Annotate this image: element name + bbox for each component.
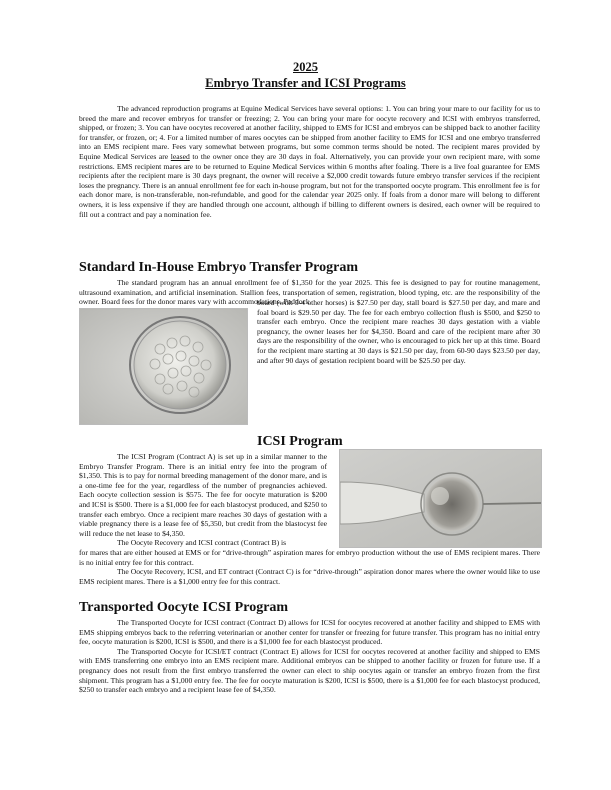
transported-program-heading: Transported Oocyte ICSI Program <box>79 600 289 615</box>
icsi-photo <box>339 449 542 548</box>
icsi-contract-a-text: The ICSI Program (Contract A) is set up in a similar manner to the Embryo Transfer Program. There is an initial entry fee into the program of $1,350. This is to pay for normal breeding management of the donor mare, and is a one-time fee for the year, regardless of the number of pregnancies achieved. Each oocyte collection session is $575. The fee for oocyte maturation is $200 and ICSI is $500. There is a $1,000 fee for each blastocyst produced, and $250 to transfer each embryo. Once a recipient mare reaches 30 days of gestation with a viable pregnancy there is a lease fee of $5,350, but credit from the blastocyst fee will reduce the net lease to $4,350. The Oocyte Recovery and ICSI contract (Contract B) is <box>79 452 327 548</box>
icsi-contracts-b-c-text: for mares that are either housed at EMS or for “drive-through” aspiration mares for embryo production without the use of EMS recipient mares. There is no initial entry fee for this contract. The Oocyte Recovery, ICSI, and ET contract (Contract C) is for “drive-through” aspiration donor mares where the owner would like to use EMS recipient mares. There is a $1,000 entry fee for this contract. <box>79 548 540 586</box>
document-year: 2025 <box>293 60 318 74</box>
transported-program-text: The Transported Oocyte for ICSI contract (Contract D) allows for ICSI for oocytes recovered at another facility and shipped to EMS with EMS shipping embryos back to the referring veterinarian or another center for transfer or freezing for future transfer. This program has no initial entry fee, oocyte maturation is $200, ICSI is $500, and there is a $1,000 fee for each blastocyst produced. The Transported Oocyte for ICSI/ET contract (Contract E) allows for ICSI for oocytes recovered at another facility and shipped to EMS with EMS transferring one embryo into an EMS recipient mare. Additional embryos can be shipped to another facility or frozen for future use. If a pregnancy does not result from the first embryo transferred the owner can elect to ship oocytes again or transfer an embryo frozen from the first shipment. This program has a $1,000 entry fee. The fee for oocyte maturation is $200, ICSI is $500, there is a $1,000 fee for each blastocyst produced, $250 to transfer each embryo and a recipient lease fee of $4,350. <box>79 618 540 695</box>
standard-program-heading: Standard In-House Embryo Transfer Program <box>79 260 358 275</box>
intro-paragraph: The advanced reproduction programs at Equine Medical Services have several options: 1. You can bring your mare to our facility for us to breed the mare and recover embryos for transfer or freezing; 2. You can bring your mare for oocyte recovery and ICSI with embryos transferred, shipped, or frozen; 3. You can have oocytes recovered at another facility, shipped to EMS for ICSI and embryos can be shipped back to another facility for transfer, or frozen, or; 4. For a limited number of mares oocytes can be shipped from another facility to EMS for ICSI and one embryo transferred into an EMS recipient mare. Fees vary somewhat between programs, but some common terms should be noted. The recipient mares provided by Equine Medical Services are leased to the owner once they are 30 days in foal. Alternatively, you can provide your own recipient mare, with some restrictions. EMS recipient mares are to be returned to Equine Medical Services within 6 months after foaling. There is a live foal guarantee for EMS recipients after the recipient mare is 30 days pregnant, the owner will receive a $2,000 credit towards future embryo transfer services if the recipient loses the pregnancy. There is an annual enrollment fee for each in-house program, but not for the transported oocyte program. This enrollment fee is for each donor mare, is non-transferable, non-refundable, and good for the calendar year 2025 only. If foals from a donor mare will belong to different owners, it is less expensive if they are handled through one account, although if billing to different owners is desired, each owner will be required to fill out a contract and pay a nomination fee. <box>79 104 540 219</box>
standard-program-wrapped-text: board (with 3-4 other horses) is $27.50 per day, stall board is $27.50 per day, and mare and foal board is $29.50 per day. The fee for each embryo collection flush is $500, and $250 to transfer each embryo. Once the recipient mare reaches 30 days gestation with a viable pregnancy, the owner leases her for $4,350. Board and care of the recipient mare after 30 days are the responsibility of the owner, who is encouraged to pick her up at this time. Board for the recipient mare starting at 30 days is $21.50 per day, from 60-90 days $23.50 per day, and after 90 days of gestation recipient board will be $25.50 per day. <box>257 298 540 365</box>
embryo-photo <box>79 308 248 425</box>
document-title: Embryo Transfer and ICSI Programs <box>205 76 406 90</box>
icsi-program-heading: ICSI Program <box>257 434 343 449</box>
standard-program-text: The standard program has an annual enrollment fee of $1,350 for the year 2025. This fee is designed to pay for routine management, ultrasound examination, and artificial insemination. Stallion fees, transportation of semen, registration, blood typing, etc. are the responsibility of the owner. Board fees for the donor mares vary with accommodations. Paddock <box>79 278 540 307</box>
leased-word: leased <box>170 151 190 161</box>
